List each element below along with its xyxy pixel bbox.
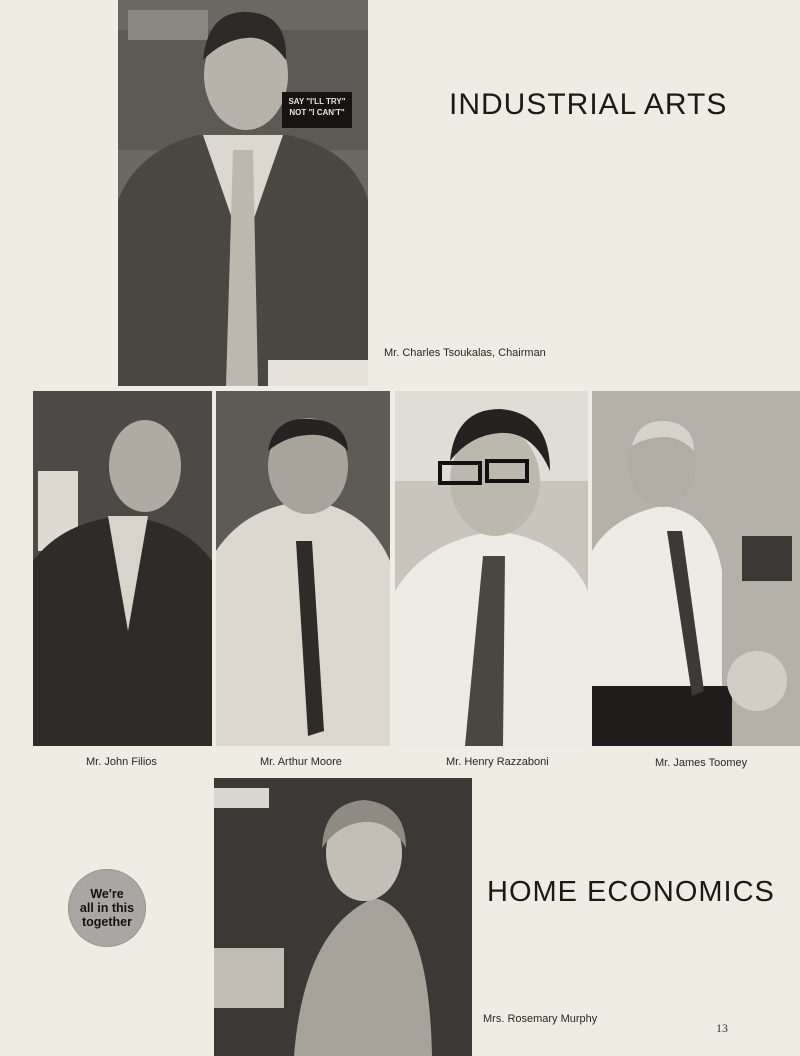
photo-rosemary-murphy: [214, 778, 472, 1056]
caption-henry-razzaboni: Mr. Henry Razzaboni: [446, 756, 549, 768]
photo-james-toomey: [592, 391, 800, 746]
badge-text: We're all in this together: [79, 887, 135, 929]
photo-charles-tsoukalas: [118, 0, 368, 386]
caption-arthur-moore: Mr. Arthur Moore: [260, 756, 342, 768]
photo-arthur-moore: [216, 391, 390, 746]
portrait-silhouette: [592, 391, 800, 746]
caption-chairman: Mr. Charles Tsoukalas, Chairman: [384, 347, 546, 359]
photo-john-filios: [33, 391, 212, 746]
caption-john-filios: Mr. John Filios: [86, 756, 157, 768]
photo-henry-razzaboni: [395, 391, 588, 746]
portrait-silhouette: [118, 0, 368, 386]
section-title-industrial-arts: INDUSTRIAL ARTS: [449, 88, 728, 121]
caption-james-toomey: Mr. James Toomey: [655, 757, 748, 769]
portrait-silhouette: [395, 391, 588, 746]
together-badge: [68, 869, 146, 947]
sign-plaque: SAY "I'LL TRY" NOT "I CAN'T": [282, 92, 352, 128]
page-number: 13: [716, 1021, 728, 1035]
portrait-silhouette: [216, 391, 390, 746]
portrait-silhouette: [214, 778, 472, 1056]
caption-rosemary-murphy: Mrs. Rosemary Murphy: [483, 1013, 598, 1025]
section-title-home-economics: HOME ECONOMICS: [487, 876, 775, 908]
portrait-silhouette: [33, 391, 212, 746]
